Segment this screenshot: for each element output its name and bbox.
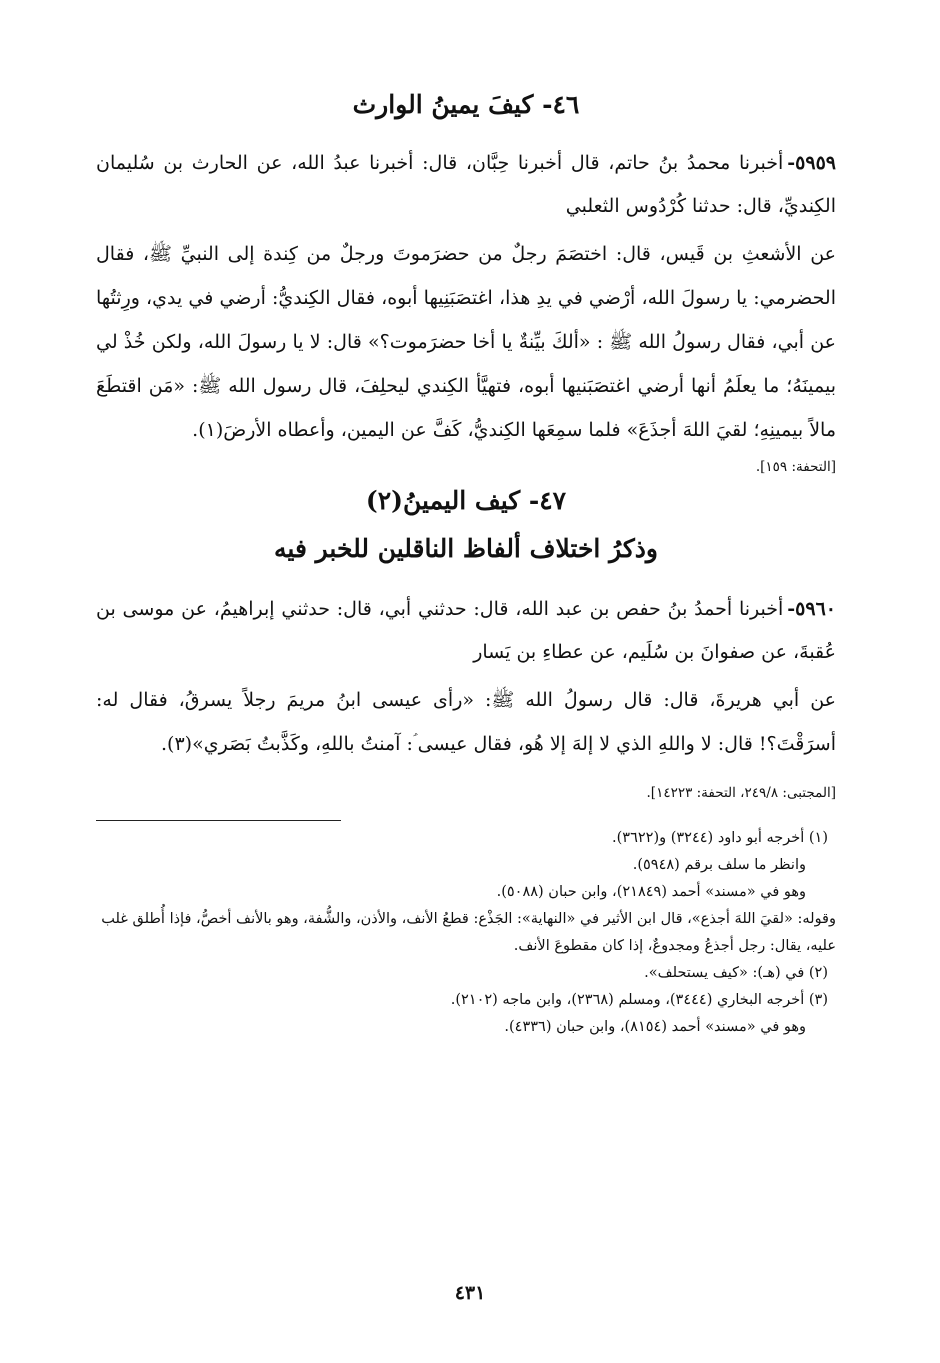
hadith-isnad	[96, 588, 836, 674]
isnad-text: أخبرنا أحمدُ بنُ حفص بن عبد الله، قال: حدثني أبي، قال: حدثني إبراهيمُ، عن موسى بن عُقبةَ، عن صفوانَ بن سُلَيم، عن عطاءِ بن يَسار	[96, 598, 836, 663]
hadith-5960	[96, 588, 836, 806]
hadith-matn: عن أبي هريرةَ، قال: قال رسولُ الله ﷺ: «رأى عيسى ابنُ مريمَ رجلاً يسرقُ، فقال له: أسرَقْتَ؟! قال: لا واللهِ الذي لا إلهَ إلا هُو، فقال عيسى ؑ: آمنتُ باللهِ، وكَذَّبتُ بَصَري»(٣).	[96, 689, 836, 755]
footnote-divider	[96, 820, 341, 821]
section-heading-46: ٤٦- كيفَ يمينُ الوارث	[352, 90, 580, 119]
footnote-line: وهو في «مسند» أحمد (٢١٨٤٩)، وابن حبان (٥٠٨٨).	[496, 884, 806, 900]
hadith-isnad	[96, 142, 836, 228]
hadith-reference: [المجتبى: ٢٤٩/٨، التحفة: ١٤٢٢٣].	[646, 785, 836, 801]
page-body	[96, 78, 836, 1041]
hadith-number: ٥٩٦٠-	[787, 598, 836, 620]
page-number: ٤٣١	[454, 1282, 486, 1304]
footnote-line: وهو في «مسند» أحمد (٨١٥٤)، وابن حبان (٤٣٣٦).	[504, 1019, 806, 1035]
footnote-line: وقوله: «لقيَ اللهَ أجذع»، قال ابن الأثير في «النهاية»: الجَذْع: قطعُ الأنف، والأذن، والشُّفة، وهو بالأنف أخصُّ، فإذا أُطلق غلب عليه، يقال: رجل أجذعُ ومجدوعٌ، إذا كان مقطوعَ الأنف.	[101, 911, 836, 954]
hadith-matn: عن الأشعثِ بن قَيس، قال: اختصَمَ رجلٌ من حضرَموتَ ورجلٌ من كِندة إلى النبيِّ ﷺ، فقال الحضرمي: يا رسولَ الله، أرْضي في يدِ هذا، اغتصَبَنِيها أبوه، فقال الكِنديُّ: أرضي في يدي، ورِثتُها عن أبي، فقال رسولُ الله ﷺ : «ألكَ بيِّنةٌ يا أخا حضرَموت؟» قال: لا يا رسولَ الله، ولكن خُذْ لي بيمينَهُ؛ ما يعلَمُ أنها أرضي اغتصَبَنيها أبوه، فتهيَّأ الكِندي ليحلِفَ، قال رسول الله ﷺ: «مَن اقتطَعَ مالاً بيمينِهِ؛ لقيَ اللهَ أجذَعَ» فلما سمِعَها الكِنديُّ، كَفَّ عن اليمين، وأعطاه الأرضَ(١).	[96, 243, 836, 441]
footnote-line: (١) أخرجه أبو داود (٣٢٤٤) و(٣٦٢٢).	[612, 830, 828, 846]
isnad-text: أخبرنا محمدُ بنُ حاتم، قال أخبرنا حِبَّان، قال: أخبرنا عبدُ الله، عن الحارث بن سُليمان الكِنديِّ، قال: حدثنا كُرْدُوس الثعلبي	[96, 152, 836, 217]
section-heading-47: ٤٧- كيف اليمينُ(٢)	[365, 486, 567, 515]
footnote-line: وانظر ما سلف برقم (٥٩٤٨).	[632, 857, 806, 873]
footnote-line: (٢) في (هـ): «كيف يستحلف».	[644, 965, 828, 981]
hadith-reference: [التحفة: ١٥٩].	[755, 459, 836, 475]
hadith-5959	[96, 142, 836, 480]
footnote-line: (٣) أخرجه البخاري (٣٤٤٤)، ومسلم (٢٣٦٨)، وابن ماجه (٢١٠٢).	[450, 992, 828, 1008]
section-subheading-47: وذكرُ اختلاف ألفاظ الناقلين للخبر فيه	[274, 534, 658, 563]
hadith-number: ٥٩٥٩-	[787, 152, 836, 174]
footnotes	[96, 825, 836, 1041]
